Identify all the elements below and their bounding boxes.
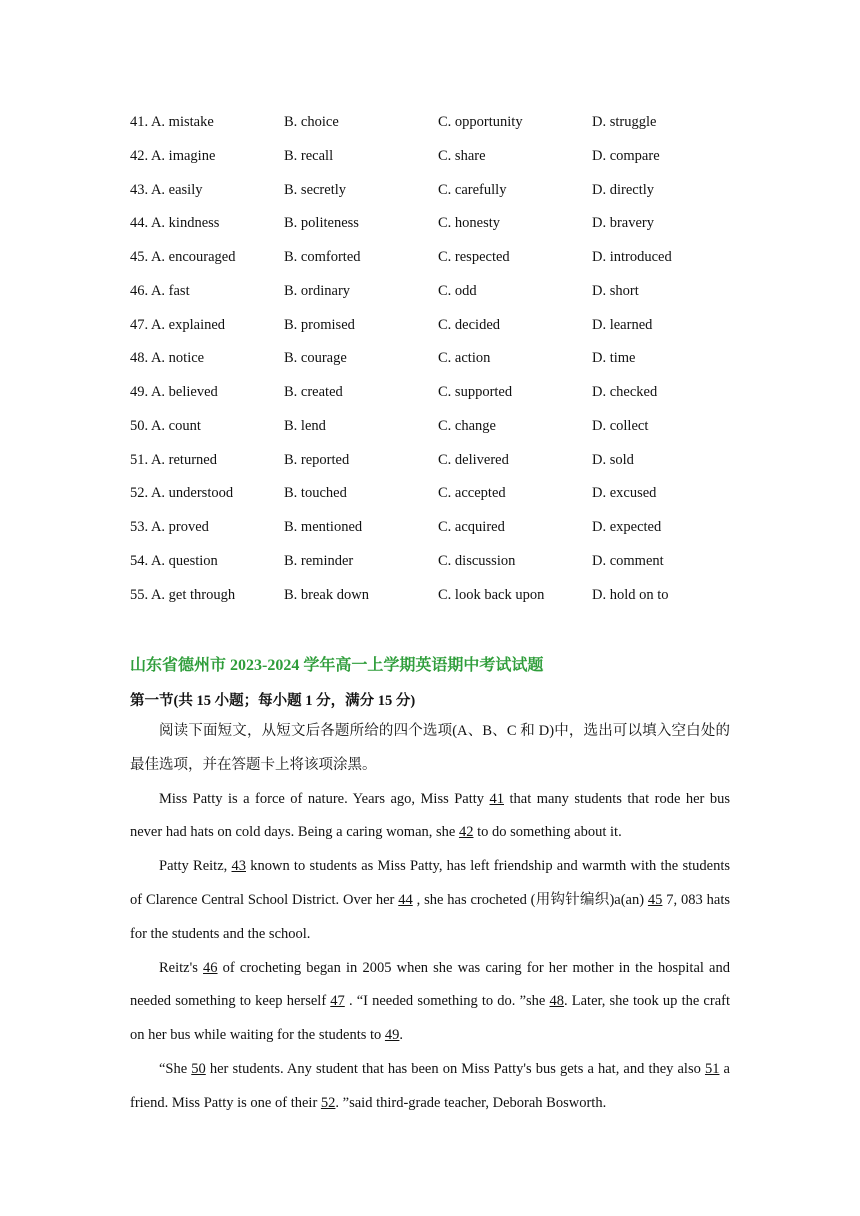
option-b: B. reported <box>284 451 350 468</box>
option-c: C. share <box>438 147 486 164</box>
passage-paragraph: Patty Reitz, 43 known to students as Miss Patty, has left friendship and warmth with the students of Clarence Central School District. Over her 44 , she has crocheted (用钩针编织)a(an) 45 7, 083 hats for the students and the school. <box>130 858 730 942</box>
blank-number: 44 <box>398 891 413 908</box>
option-c: C. discussion <box>438 552 516 569</box>
option-c: C. odd <box>438 282 477 299</box>
option-b: B. recall <box>284 147 334 164</box>
option-c: C. acquired <box>438 519 505 535</box>
option-d: D. directly <box>592 181 655 198</box>
option-b: B. touched <box>284 485 347 502</box>
option-row <box>130 348 750 382</box>
blank-number: 41 <box>489 790 504 807</box>
answer-options <box>130 112 750 618</box>
option-d: D. compare <box>592 147 660 164</box>
option-a: 54. A. question <box>130 552 218 569</box>
option-d: D. bravery <box>592 215 655 232</box>
option-b: B. choice <box>284 114 339 130</box>
option-a: 44. A. kindness <box>130 215 220 232</box>
option-b: B. politeness <box>284 215 359 232</box>
option-d: D. introduced <box>592 249 672 265</box>
option-c: C. action <box>438 350 491 367</box>
option-d: D. time <box>592 350 636 367</box>
blank-number: 51 <box>704 1060 720 1077</box>
option-row <box>130 213 750 247</box>
option-d: D. struggle <box>592 114 657 130</box>
option-a: 43. A. easily <box>130 181 203 198</box>
option-a: 49. A. believed <box>130 384 218 400</box>
option-row <box>130 180 750 214</box>
option-c: C. opportunity <box>438 114 523 130</box>
passage-paragraph: Miss Patty is a force of nature. Years ago, Miss Patty 41 that many students that rode her bus never had hats on cold days. Being a caring woman, she 42 to do something about it. <box>130 790 730 841</box>
option-d: D. hold on to <box>592 586 669 603</box>
instructions: 阅读下面短文，从短文后各题所给的四个选项(A、B、C 和 D)中，选出可以填入空白处的最佳选项，并在答题卡上将该项涂黑。 <box>130 723 730 773</box>
option-c: C. honesty <box>438 215 501 232</box>
passage-paragraph: Reitz's 46 of crocheting began in 2005 when she was caring for her mother in the hospital and needed something to keep herself 47 . “I needed something to do. ”she 48. Later, she took up the craft on her bus while waiting for the students to 49. <box>130 959 730 1044</box>
section-title: 山东省德州市 2023-2024 学年高一上学期英语期中考试试题 <box>130 657 544 674</box>
option-b: B. mentioned <box>284 519 363 535</box>
option-a: 50. A. count <box>130 417 201 434</box>
option-row <box>130 416 750 450</box>
option-row <box>130 112 750 146</box>
option-c: C. decided <box>438 316 501 333</box>
option-a: 51. A. returned <box>130 451 217 468</box>
blank-number: 47 <box>330 993 345 1010</box>
blank-number: 42 <box>458 824 474 841</box>
section-subtitle: 第一节(共 15 小题；每小题 1 分，满分 15 分) <box>130 693 416 709</box>
option-b: B. lend <box>284 417 326 434</box>
option-b: B. ordinary <box>284 282 351 299</box>
option-row <box>130 247 750 281</box>
option-c: C. supported <box>438 384 513 400</box>
option-d: D. short <box>592 282 639 299</box>
option-d: D. learned <box>592 316 653 333</box>
option-b: B. courage <box>284 350 347 367</box>
option-b: B. comforted <box>284 249 361 265</box>
option-row <box>130 517 750 551</box>
option-d: D. sold <box>592 451 634 468</box>
option-row <box>130 382 750 416</box>
option-a: 53. A. proved <box>130 519 209 535</box>
option-b: B. break down <box>284 586 369 603</box>
option-c: C. respected <box>438 249 510 265</box>
option-d: D. expected <box>592 519 662 535</box>
option-a: 42. A. imagine <box>130 147 216 164</box>
blank-number: 43 <box>231 858 246 875</box>
option-row <box>130 450 750 484</box>
option-c: C. carefully <box>438 181 507 198</box>
option-a: 55. A. get through <box>130 586 236 603</box>
option-row <box>130 315 750 349</box>
option-d: D. excused <box>592 485 657 502</box>
blank-number: 46 <box>203 959 218 976</box>
option-c: C. delivered <box>438 451 509 468</box>
option-b: B. created <box>284 384 343 400</box>
option-d: D. comment <box>592 552 664 569</box>
option-c: C. change <box>438 417 496 434</box>
blank-number: 49 <box>384 1027 400 1044</box>
blank-number: 52 <box>320 1094 336 1111</box>
option-a: 47. A. explained <box>130 316 226 333</box>
option-a: 52. A. understood <box>130 485 234 502</box>
option-a: 45. A. encouraged <box>130 249 236 265</box>
option-d: D. checked <box>592 384 658 400</box>
option-c: C. accepted <box>438 485 506 502</box>
option-a: 48. A. notice <box>130 350 205 367</box>
passage-paragraph: “She 50 her students. Any student that has been on Miss Patty's bus gets a hat, and they also 51 a friend. Miss Patty is one of their 52. ”said third-grade teacher, Deborah Bosworth. <box>130 1060 730 1111</box>
option-c: C. look back upon <box>438 586 545 603</box>
option-row <box>130 483 750 517</box>
option-a: 46. A. fast <box>130 282 190 299</box>
option-d: D. collect <box>592 417 649 434</box>
option-row <box>130 281 750 315</box>
option-a: 41. A. mistake <box>130 114 214 130</box>
option-b: B. secretly <box>284 181 347 198</box>
option-row <box>130 551 750 585</box>
reading-passage <box>130 715 730 1121</box>
option-row <box>130 146 750 180</box>
blank-number: 50 <box>191 1060 206 1077</box>
blank-number: 48 <box>549 993 564 1010</box>
option-b: B. reminder <box>284 552 354 569</box>
option-row <box>130 585 750 619</box>
blank-number: 45 <box>647 891 663 908</box>
option-b: B. promised <box>284 316 355 333</box>
